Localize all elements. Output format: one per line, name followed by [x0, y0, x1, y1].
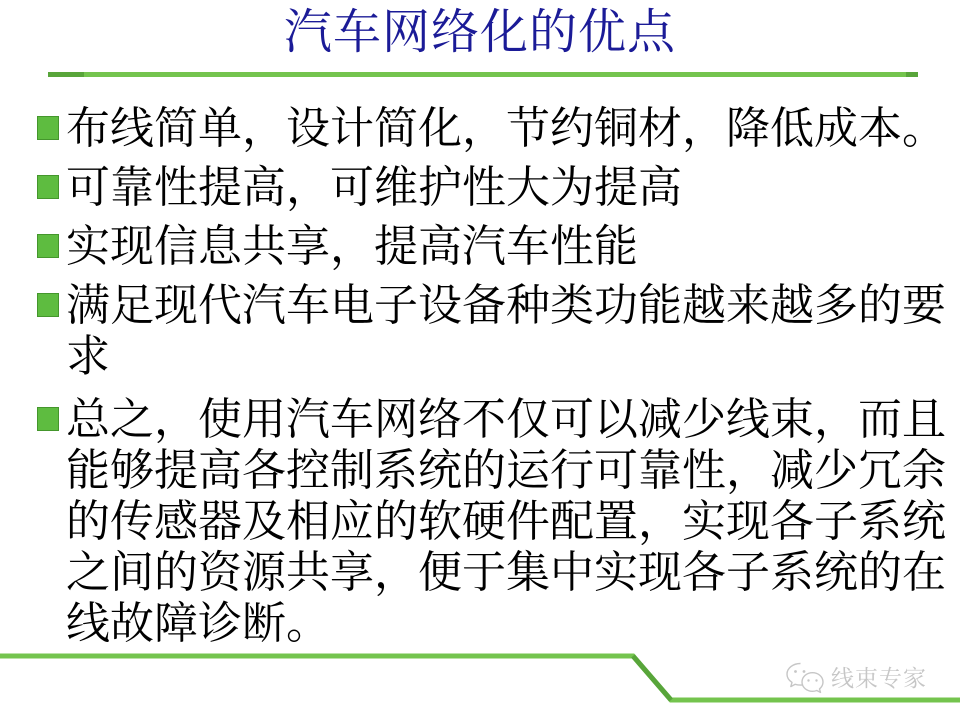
bullet-item	[37, 280, 960, 382]
bullet-text: 满足现代汽车电子设备种类功能越来越多的要求	[66, 281, 946, 381]
title-underline	[48, 72, 918, 77]
bullet-item	[37, 103, 960, 154]
watermark-label: 线束专家	[831, 664, 927, 691]
bullet-square-icon	[37, 407, 59, 431]
bullet-text: 可靠性提高，可维护性大为提高	[66, 163, 682, 212]
slide-title: 汽车网络化的优点	[283, 6, 676, 59]
bullet-item	[37, 162, 960, 213]
wechat-icon	[785, 661, 825, 695]
bullet-list	[37, 103, 960, 657]
bullet-text: 布线简单，设计简化，节约铜材，降低成本。	[66, 104, 946, 153]
bullet-square-icon	[37, 116, 59, 140]
bullet-square-icon	[37, 234, 59, 258]
bullet-text: 实现信息共享，提高汽车性能	[66, 222, 638, 271]
watermark	[785, 661, 927, 695]
bullet-square-icon	[37, 175, 59, 199]
bullet-item	[37, 221, 960, 272]
bullet-square-icon	[37, 293, 59, 317]
bullet-text: 总之，使用汽车网络不仅可以减少线束，而且能够提高各控制系统的运行可靠性，减少冗余的传感器及相应的软硬件配置，实现各子系统之间的资源共享，便于集中实现各子系统的在线故障诊断。	[66, 395, 946, 648]
bullet-item	[37, 394, 960, 649]
